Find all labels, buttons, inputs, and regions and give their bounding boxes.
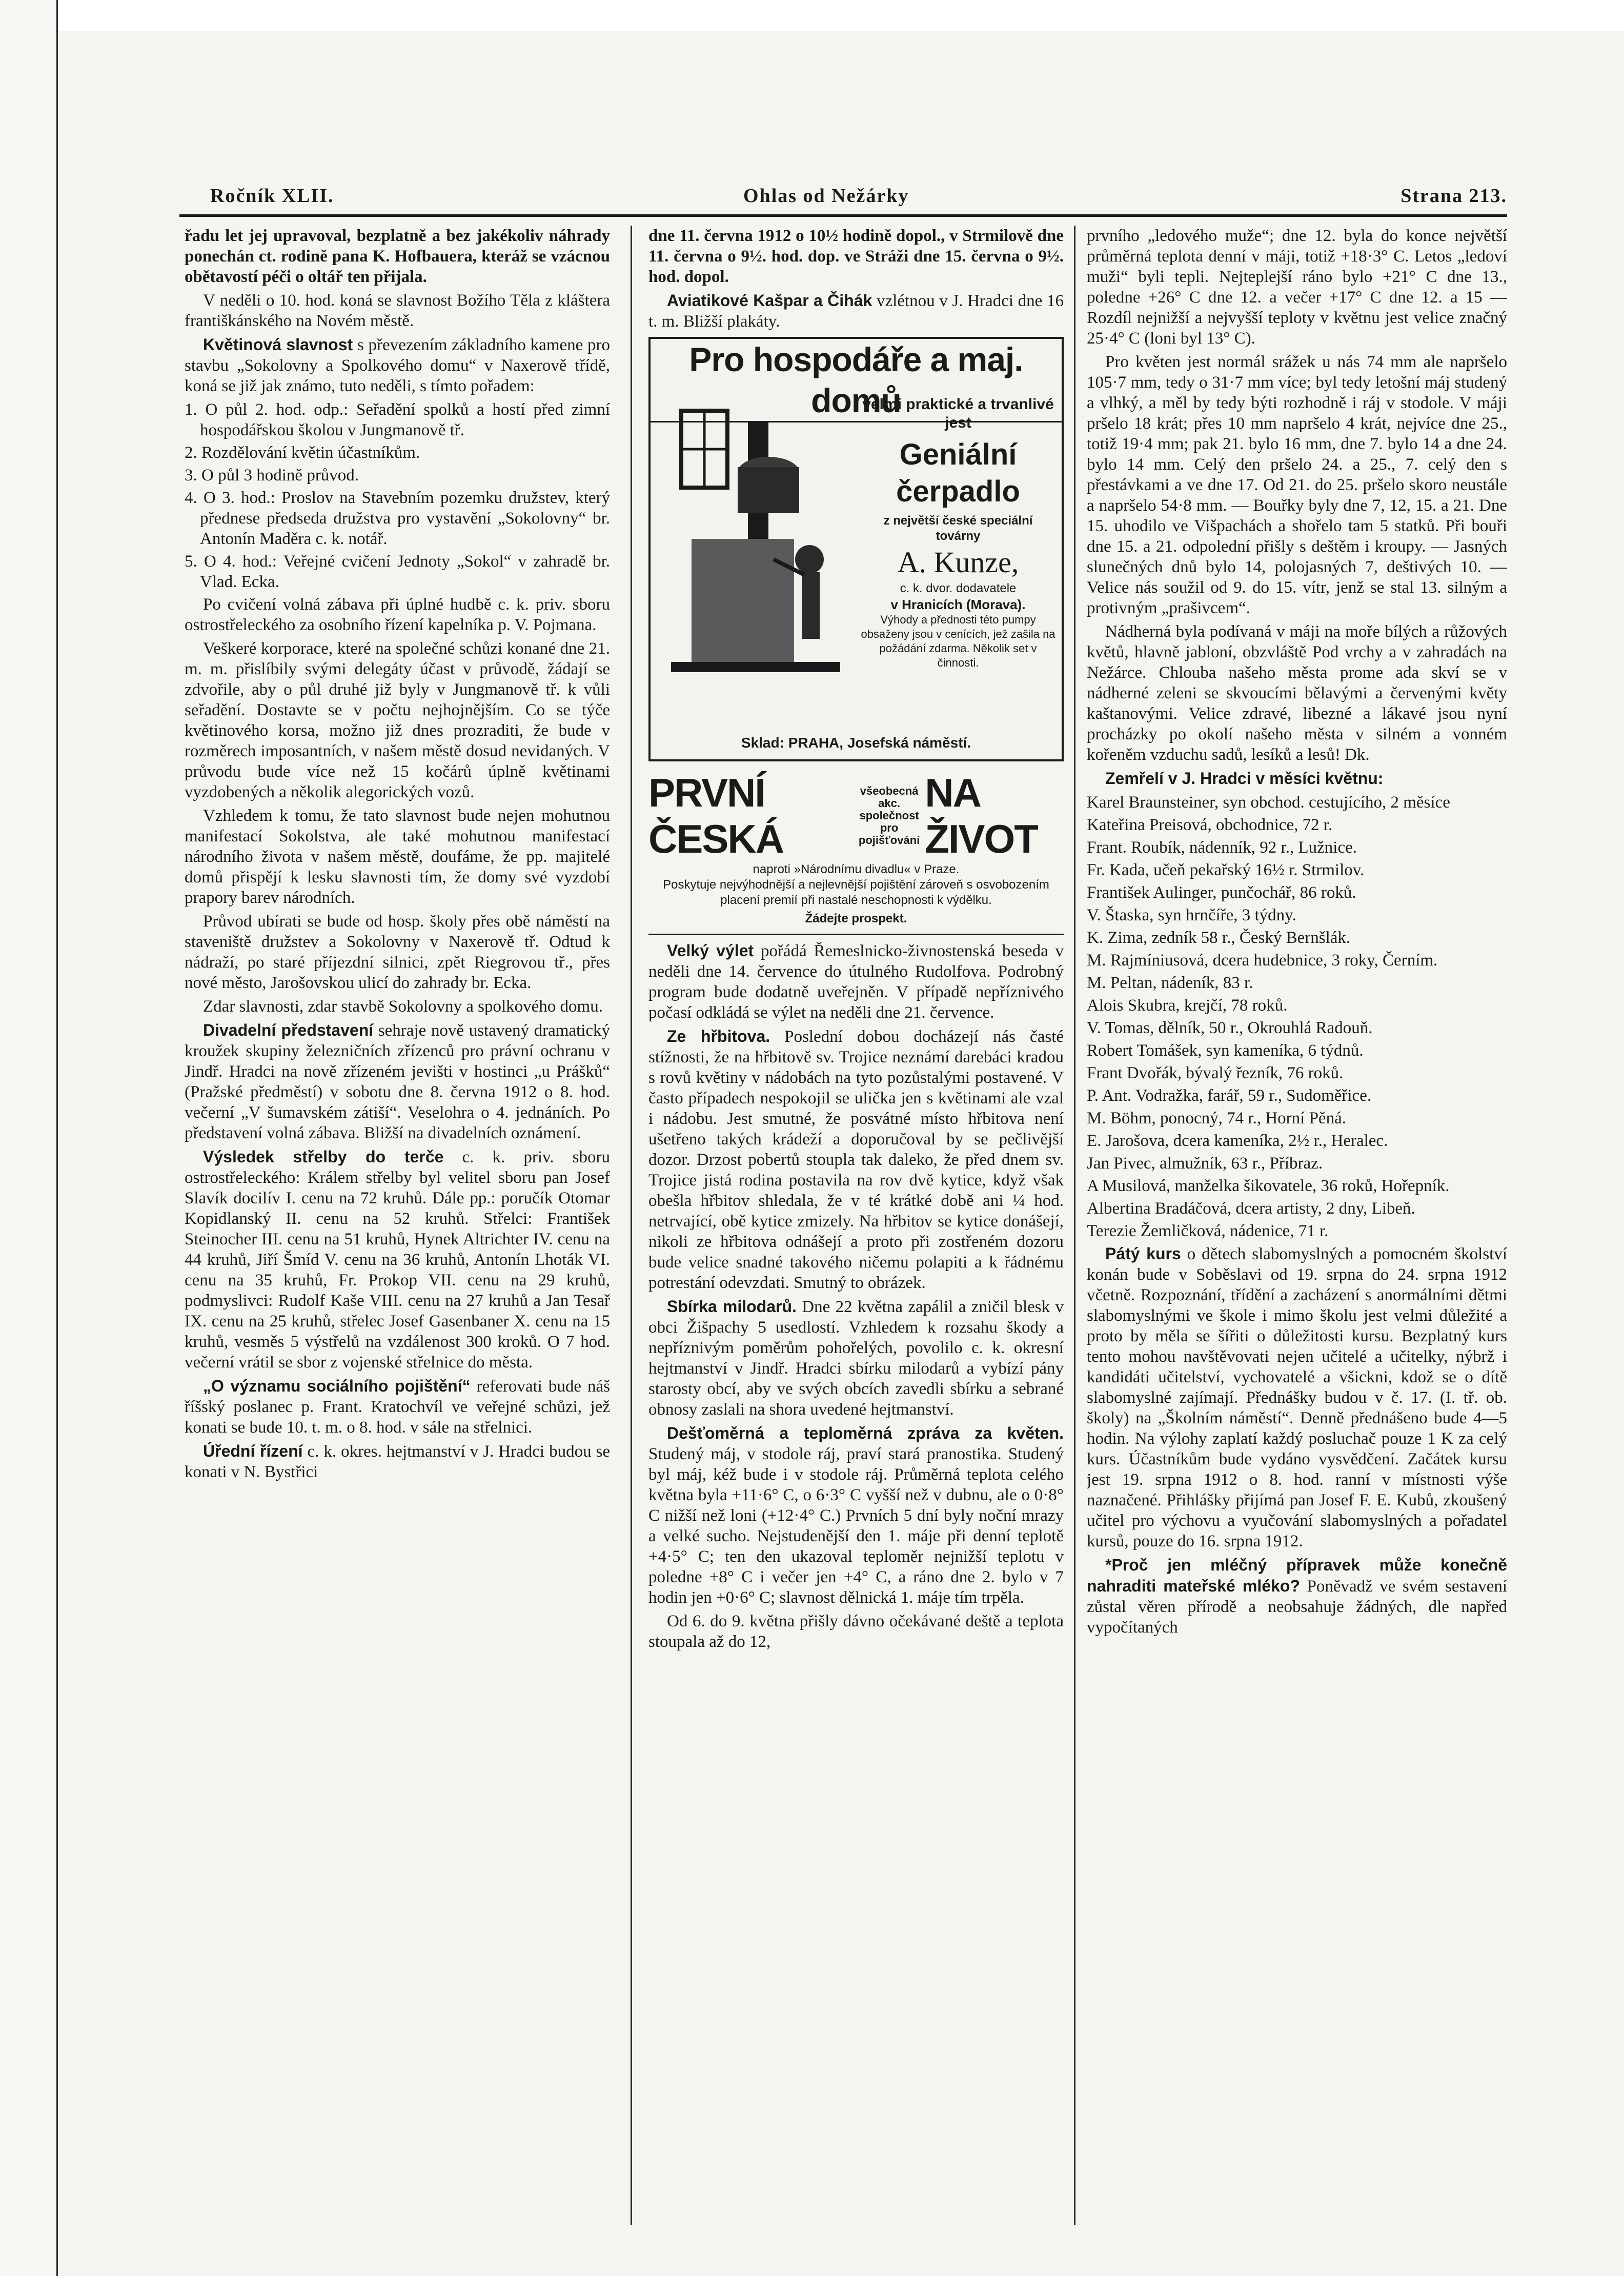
list-item: 2. Rozdělování květin účastníkům.: [185, 444, 420, 462]
article-text: sehraje nově ustavený dramatický kroužek skupiny železničních zřízenců pro právní ochranu v Jindř. Hradci na nově zřízeném jevišti v hostinci „u Prášků“ (Pražské předměstí) v sobotu dne 8. června 1912 o 8. hod. večerní „V šumavském zátiší“. Veselohra o 4. jednáních. Po představení volná zábava. Bližší na divadelních oznámení.: [185, 1021, 610, 1142]
article-paragraph: [648, 1026, 1064, 1293]
ad-line: Geniální: [899, 438, 1017, 471]
list-item: 1. O půl 2. hod. odp.: Seřadění spolků a hostí před zimní hospodářskou školou v Jungmanově tř.: [185, 400, 610, 439]
article-heading: Pátý kurs: [1105, 1244, 1181, 1263]
list-item: M. Peltan, nádeník, 83 r.: [1087, 974, 1253, 992]
article-heading: Zemřelí v J. Hradci v měsíci květnu:: [1105, 769, 1384, 788]
article-paragraph: [185, 1020, 610, 1143]
article-heading: „O významu sociálního pojištění“: [203, 1377, 471, 1395]
list-item: Albertina Bradáčová, dcera artisty, 2 dny, Libeň.: [1087, 1199, 1415, 1218]
ad-line: z největší české speciální továrny: [883, 514, 1033, 543]
list-item: Jan Pivec, almužník, 63 r., Příbraz.: [1087, 1154, 1323, 1173]
article-text: o dětech slabomyslných a pomocném školství konán bude v Soběslavi od 19. srpna do 24. srpna 1912 včetně. Rozpoznání, třídění a zacházení s anormálními dětmi slabomyslnými ve škole i mimo školu jest velmi důležité a proto by měla se šířiti o důležitosti kursu. Bezplatný kurs tento mohou navštěvovati nejen učitelé a učitelky, nýbrž i kandidáti učitelství, vychovatelé a všickni, kdož se o dítě slabomyslné zajímají. Přednášky budou v č. 17. (I. tř. ob. školy) na „Školním náměstí“. Denně přednášeno bude 4—5 hodin. Na výlohy zaplatí každý posluchač pouze 1 K za celý kurs. Účastníkům bude vydáno vysvědčení. Začátek kursu jest 19. srpna 1912 o 8. hod. ranní v místnosti výše naznačené. Přihlášky přijímá pan Josef F. E. Kubů, zkoušený učitel pro výchovu a vyučování slabomyslných a pořadatel kursů, pouze do 16. srpna 1912.: [1087, 1245, 1507, 1550]
ad-banner: [648, 770, 1064, 862]
list-item: P. Ant. Vodražka, farář, 59 r., Sudoměřice.: [1087, 1086, 1372, 1105]
article-text: referovati bude náš říšský poslanec p. Frant. Kratochvíl ve veřejné schůzi, jež konati se bude 10. t. m. o 8. hod. v sále na střelnici.: [185, 1377, 610, 1437]
article-text: c. k. priv. sboru ostrostřeleckého: Králem střelby byl velitel sboru pan Josef Slavík docilív I. cenu na 72 kruhů. Dále pp.: poručík Otomar Kopidlanský II. cenu na 52 kruhů. Střelci: František Steinocher III. cenu na 51 kruhů, Hynek Altrichter IV. cenu na 44 kruhů, Jiří Šmíd V. cenu na 36 kruhů, Antonín Lhoták VI. cenu na 35 kruhů, Fr. Prokop VII. cenu na 29 kruhů, podmyslivci: Rudolf Kaše VIII. cenu na 27 kruhů a Jan Tesař IX. cenu na 25 kruhů, střelec Josef Gasenbaner X. cenu na 15 kruhů, vesměs 5 výstřelů na vzdálenost 300 kroků. O 7 hod. večerní vrátil se sbor z vojenské střelnice do města.: [185, 1148, 610, 1372]
list-item: E. Jarošova, dcera kameníka, 2½ r., Heralec.: [1087, 1132, 1388, 1150]
article-paragraph: [185, 1146, 610, 1373]
article-paragraph: [1087, 1243, 1507, 1552]
ad-line: v Hranicích (Morava).: [890, 597, 1026, 612]
article-paragraph: Zdar slavnosti, zdar stavbě Sokolovny a spolkového domu.: [203, 997, 603, 1016]
article-paragraph: Průvod ubírati se bude od hosp. školy přes obě náměstí na staveniště družstev a Sokolovny v Naxerově tř. Odtud k nádraží, po staré příjezdní silnici, zpět Riegrovou tř., přes nové město, Jarošovskou ulicí do zahrady br. Ecka.: [185, 912, 610, 992]
article-text: Dne 22 května zapálil a zničil blesk v obci Žišpachy 5 usedlostí. Vzhledem k rozsahu škody a nepříznivým poměrům pohořelých, povolilo c. k. okresní hejtmanství v Jindř. Hradci sbírku milodarů a vybízí pány starosty obcí, aby ve svých obcích zavedli sbírku a sebrané obnosy zaslali na shora uvedené hejtmanství.: [648, 1298, 1064, 1419]
article-heading: Ze hřbitova.: [667, 1027, 770, 1045]
list-item: V. Štaska, syn hrnčíře, 3 týdny.: [1087, 906, 1296, 924]
ad-footer: Sklad: PRAHA, Josefská náměstí.: [741, 735, 971, 751]
deaths-list: [1087, 792, 1507, 1241]
article-paragraph: [1087, 1555, 1507, 1638]
scan-margin-top: [0, 0, 1624, 31]
list-item: V. Tomas, dělník, 50 r., Okrouhlá Radouň.: [1087, 1019, 1373, 1037]
insurance-advertisement: [648, 770, 1064, 935]
article-paragraph: [185, 1441, 610, 1482]
ad-title: PRVNÍ ČESKÁ: [648, 770, 784, 861]
article-paragraph: V neděli o 10. hod. koná se slavnost Božího Těla z kláštera františkánského na Novém městě.: [185, 291, 610, 330]
article-paragraph: [648, 1296, 1064, 1420]
list-item: Alois Skubra, krejčí, 78 roků.: [1087, 996, 1288, 1015]
article-heading: Úřední řízení: [203, 1442, 303, 1460]
list-item: M. Rajmíniusová, dcera hudebnice, 3 roky, Černím.: [1087, 951, 1438, 970]
header-rule: [179, 214, 1507, 217]
article-paragraph: Od 6. do 9. května přišly dávno očekávané deště a teplota stoupala až do 12,: [648, 1612, 1064, 1651]
newspaper-title: Ohlas od Nežárky: [743, 185, 909, 207]
volume-number: Ročník XLII.: [210, 185, 334, 207]
list-item: 5. O 4. hod.: Veřejné cvičení Jednoty „Sokol“ v zahradě br. Vlad. Ecka.: [185, 552, 610, 591]
column-3: [1087, 226, 1507, 2225]
pump-illustration: [671, 406, 840, 677]
article-text: Poněvadž ve svém sestavení zůstal věren přírodě a neobsahuje žádných, dle napřed vypočítaných: [1087, 1577, 1507, 1637]
list-item: Kateřina Preisová, obchodnice, 72 r.: [1087, 816, 1333, 834]
ad-line: A. Kunze,: [897, 546, 1019, 579]
article-heading: Velký výlet: [667, 941, 754, 960]
program-list: [185, 399, 610, 592]
article-text: pořádá Řemeslnicko-živnostenská beseda v neděli dne 14. července do útulného Rudolfova. Podrobný program bude dodatně uveřejněn. V případě nepříznivého počasí odkládá se výlet na neděli dne 21. července.: [648, 942, 1064, 1022]
column-2: [648, 226, 1064, 2225]
ad-line: Poskytuje nejvýhodnější a nejlevnější pojištění zároveň s osvobozením placení premií při nastalé neschopnosti k výdělku.: [663, 878, 1049, 907]
list-item: Fr. Kada, učeň pekařský 16½ r. Strmilov.: [1087, 861, 1365, 879]
article-text: Poslední dobou docházejí nás časté stížnosti, že na hřbitově sv. Trojice neznámí darebáci kradou s rovů květiny v nádobách na tyto pozůstalými postavené. V často případech nespokojil se ulička jen s květinami ale vzal i nádobu. Jest smutné, že posvátné místo hřbitova není ušetřeno takých krádeží a doporučoval by se pečlivější dozor. Drzost pobertů stoupla tak daleko, že před dnem sv. Trojice jistá rodina postavila na rov dvě kytice, když však obešla hřbitov shledala, že v té krátké době ani ¼ hod. netrvající, obě kytice zmizely. Na hřbitov se kytice donášejí, nikoli ze hřbitova odnášejí a proto při zostřeném dozoru bude velice snadné takového ničemu polapiti a k řádnému potrestání odevzdati. Smutný to obrázek.: [648, 1028, 1064, 1292]
list-item: Terezie Žemličková, nádenice, 71 r.: [1087, 1222, 1329, 1240]
column-1: [185, 226, 610, 2225]
list-item: K. Zima, zedník 58 r., Český Bernšlák.: [1087, 929, 1351, 947]
list-item: 3. O půl 3 hodině průvod.: [185, 466, 359, 485]
list-item: M. Böhm, ponocný, 74 r., Horní Pěná.: [1087, 1109, 1346, 1127]
ad-line: velmi praktické a trvanlivé jest: [862, 396, 1054, 431]
article-paragraph: [1087, 768, 1507, 789]
article-heading: Dešťoměrná a teploměrná zpráva za květen.: [667, 1424, 1064, 1442]
article-heading: *Proč jen mléčný přípravek může konečně nahraditi mateřské mléko?: [1087, 1556, 1507, 1595]
article-heading: Sbírka milodarů.: [667, 1297, 797, 1316]
article-text: Studený máj, v stodole ráj, praví stará pranostika. Studený byl máj, kéž bude i v stodole ráj. Průměrná teplota celého května byla +11·6° C, o 6·3° C vyšší než v dubnu, ale o 0·8° C nižší než loni (+12·4° C.) Prvních 5 dní byly noční mrazy a velké sucho. Nejstudenější den 1. máje při denní teplotě +4·5° C; ten den ukazoval teploměr nejnižší teplotu v poledne +8° C i večer jen +4° C, a ráno dne 2. bylo v 7 hodin jen +0·6° C; slavnost dělnická 1. máje tím trpěla.: [648, 1445, 1064, 1607]
list-item: Robert Tomášek, syn kameníka, 6 týdnů.: [1087, 1041, 1364, 1060]
ad-line: čerpadlo: [896, 475, 1020, 508]
ad-title: Pro hospodáře a maj. domů: [651, 339, 1062, 422]
article-paragraph: prvního „ledového muže“; dne 12. byla do konce největší průměrná teplota denní v máji, totiž +18·3° C. Letos „ledoví muži“ byli tepli. Nejteplejší ráno bylo +21° C dne 13., poledne +26° C dne 12. a večer +17° C dne 12. a 15 — Rozdíl nejnižší a nejvyšší teploty v květnu jest velice značný 25·4° C (loni byl 13° C).: [1087, 227, 1507, 348]
list-item: 4. O 3. hod.: Proslov na Stavebním pozemku družstev, který přednese předseda družstva pro vystavění „Sokolovny“ br. Antonín Maděra c. k. notář.: [185, 489, 610, 548]
ad-line: naproti »Národnímu divadlu« v Praze.: [753, 862, 960, 876]
article-paragraph: [648, 290, 1064, 332]
list-item: Frant. Roubík, nádenník, 92 r., Lužnice.: [1087, 838, 1357, 857]
article-paragraph: Po cvičení volná zábava při úplné hudbě c. k. priv. sboru ostrostřeleckého za osobního řízení kapelníka p. V. Pojmana.: [185, 595, 610, 634]
column-divider: [631, 226, 632, 2225]
pump-advertisement: [648, 337, 1064, 761]
page-header: [210, 185, 1507, 210]
article-paragraph: dne 11. června 1912 o 10½ hodině dopol., v Strmilově dne 11. června o 9½. hod. dop. ve Stráži dne 15. června o 9½. hod. dopol.: [648, 227, 1064, 286]
article-paragraph: [648, 940, 1064, 1023]
list-item: František Aulinger, punčochář, 86 roků.: [1087, 883, 1356, 902]
list-item: A Musilová, manželka šikovatele, 36 roků, Hořepník.: [1087, 1177, 1450, 1195]
article-heading: Květinová slavnost: [203, 335, 353, 354]
article-text: s převezením základního kamene pro stavbu „Sokolovny a Spolkového domu“ v Naxerově třídě, koná se již jak známo, tuto neděli, s tímto pořadem:: [185, 336, 610, 395]
article-paragraph: Pro květen jest normál srážek u nás 74 mm ale napršelo 105·7 mm, tedy o 31·7 mm více; byl tedy letošní máj studený a vlhký, a měl by tedy býti rozhodně i ráj v stodole. V máji pršelo 18 krát; přes 10 mm napršelo 4 krát, nejvíce dne 25., totiž 19·4 mm; pak 21. bylo 16 mm, dne 7. bylo 14 a dne 24. bylo 14 mm. Celý den pršelo 24. a 25., 7. celý den s přestávkami a ve dne 17. Od 21. do 25. pršelo skoro neustále a napršelo 54·8 mm. — Bouřky byly dne 7, 12, 15. a 21. Dne 15. uhodilo ve Višpachách a shořelo tam 5 statků. Při bouři dne 15. a 21. odpolední přišly s deštěm i kroupy. — Jasných slunečných dnů bylo 14, polojasných 7, deštivých 10. — Velice nás soužil od 9. do 15. vítr, jenž se stal 13. silným a protivným „prašivcem“.: [1087, 353, 1507, 617]
ad-subtitle: všeobecná akc. společnost pro pojišťování: [858, 784, 920, 847]
article-heading: Aviatikové Kašpar a Čihák: [667, 291, 872, 310]
article-paragraph: [648, 1423, 1064, 1608]
ad-line: Výhody a přednosti této pumpy obsaženy jsou v cenících, jež zašila na požádání zdarma. Několik set v činnosti.: [861, 613, 1055, 669]
article-paragraph: Nádherná byla podívaná v máji na moře bílých a růžových květů, hlavně jabloní, obzvláště Pod vrchy a v zahradách na Nežárce. Chlouba našeho města prome ada skví se v nádherné zeleni se skvoucími bělavými a červenými květy kaštanovými. Velice zdravé, libezné a lákavé jsou nyní procházky po okolí našeho města v silném a vonném kořeněm vzduchu sadů, lesíků a lesů! Dk.: [1087, 622, 1507, 764]
ad-line: Žádejte prospekt.: [805, 912, 907, 925]
article-paragraph: [185, 334, 610, 396]
list-item: Frant Dvořák, bývalý řezník, 76 roků.: [1087, 1064, 1344, 1082]
ad-text-block: [861, 395, 1055, 670]
ad-line: c. k. dvor. dodavatele: [900, 581, 1017, 595]
article-paragraph: řadu let jej upravoval, bezplatně a bez jakékoliv náhrady ponechán ct. rodině pana K. Hofbauera, kteráž se vzácnou obětavostí péči o oltář ten přijala.: [185, 227, 610, 286]
scan-margin-left: [0, 0, 58, 2276]
article-text: c. k. okres. hejtmanství v J. Hradci budou se konati v N. Bystřici: [185, 1442, 610, 1481]
article-paragraph: Vzhledem k tomu, že tato slavnost bude nejen mohutnou manifestací Sokolstva, ale také mohutnou manifestací národního života v našem městě, doufáme, že pp. majitelé domů přispějí k lesku slavnosti tím, že domy své vyzdobí prapory barev národních.: [185, 807, 610, 907]
article-paragraph: [185, 1376, 610, 1438]
article-heading: Výsledek střelby do terče: [203, 1147, 444, 1166]
article-text: vzlétnou v J. Hradci dne 16 t. m. Bližší plakáty.: [648, 292, 1064, 331]
page-number: Strana 213.: [1400, 185, 1507, 207]
column-divider: [1074, 226, 1075, 2225]
article-paragraph: Veškeré korporace, které na společné schůzi konané dne 21. m. m. přislíbily svými delegáty účast v průvodě, žádají se zdvořile, aby o půl druhé již byly v Jungmanově tř. k vůli seřadění. Dostavte se v počtu nejhojnějším. Co se týče květinového korsa, možno již dnes prozraditi, že bude v rozměrech imposantních, v našem městě dosud nevidaných. V průvodu bude více než 15 kočárů úplně květinami vyzdobených a několik alegorických vozů.: [185, 639, 610, 801]
ad-title: NA ŽIVOT: [925, 770, 1038, 861]
list-item: Karel Braunsteiner, syn obchod. cestujícího, 2 měsíce: [1087, 793, 1450, 812]
article-heading: Divadelní představení: [203, 1021, 374, 1039]
